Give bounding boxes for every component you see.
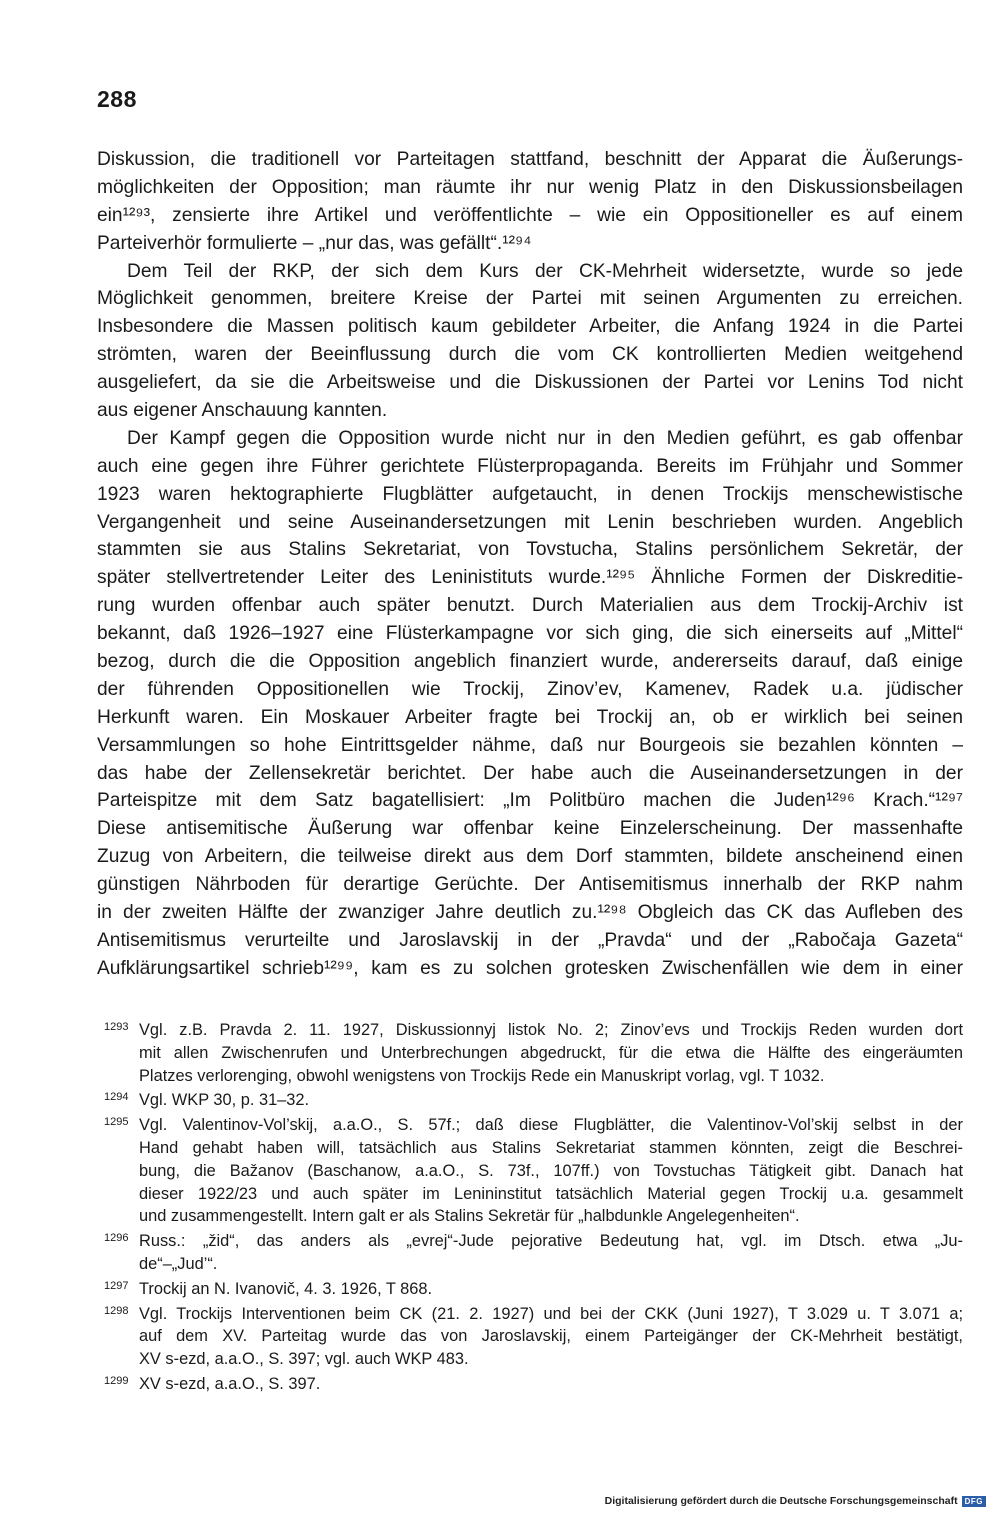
body-line: Antisemitismus verurteilte und Jaroslavskij in der „Pravda“ und der „Rabočaja Gazeta“ [97,929,963,951]
body-text [97,146,963,983]
body-line: Möglichkeit genommen, breitere Kreise der Partei mit seinen Argumenten zu erreichen. [97,288,963,310]
footnote-number: 1296 [104,1232,129,1245]
body-line: Insbesondere die Massen politisch kaum gebildeter Arbeiter, die Anfang 1924 in die Partei [97,316,963,338]
body-line: aus eigener Anschauung kannten. [97,400,388,422]
body-line: günstigen Nährboden für derartige Gerüchte. Der Antisemitismus innerhalb der RKP nahm [97,874,963,896]
body-line: Diskussion, die traditionell vor Parteitagen stattfand, beschnitt der Apparat die Äußerungs- [97,149,963,170]
footnote-line: Platzes verlorenging, obwohl wenigstens von Trockijs Rede ein Manuskript vorlag, vgl. T 1032. [139,1066,825,1085]
body-line: ausgeliefert, da sie die Arbeitsweise und die Diskussionen der Partei vor Lenins Tod nicht [97,372,963,394]
footnote [97,1019,963,1087]
footnote-number: 1294 [104,1091,129,1104]
body-line: ein¹²⁹³, zensierte ihre Artikel und veröffentlichte – wie ein Oppositioneller es auf einem [97,204,963,226]
body-line: Versammlungen so hohe Eintrittsgelder nähme, daß nur Bourgeois sie bezahlen könnten – [97,734,963,756]
footnote [97,1114,963,1228]
body-line: der führenden Oppositionellen wie Trockij, Zinov’ev, Kamenev, Radek u.a. jüdischer [97,678,963,700]
footnotes [97,1019,963,1398]
body-line: Dem Teil der RKP, der sich dem Kurs der CK-Mehrheit widersetzte, wurde so jede [127,260,963,282]
dfg-logo: DFG [962,1496,986,1507]
footnote-line: Vgl. z.B. Pravda 2. 11. 1927, Diskussionnyj listok No. 2; Zinov’evs und Trockijs Reden wurden dort [139,1021,963,1039]
body-line: Diese antisemitische Äußerung war offenbar keine Einzelerscheinung. Der massenhafte [97,818,963,840]
body-line: Vergangenheit und seine Auseinandersetzungen mit Lenin beschrieben wurden. Angeblich [97,511,963,533]
footnote-line: Vgl. Valentinov-Vol’skij, a.a.O., S. 57f.; daß diese Flugblätter, die Valentinov-Vol’skij selbst in der [139,1116,963,1135]
body-line: Aufklärungsartikel schrieb¹²⁹⁹, kam es zu solchen grotesken Zwischenfällen wie dem in einer [97,957,963,979]
body-line: Parteispitze mit dem Satz bagatellisiert: „Im Politbüro machen die Juden¹²⁹⁶ Krach.“¹²⁹⁷ [97,790,963,812]
body-line: bekannt, daß 1926–1927 eine Flüsterkampagne vor sich ging, die sich einerseits auf „Mittel“ [97,623,963,645]
footnote-line: de“–„Jud’“. [139,1254,218,1273]
footnote-line: und zusammengestellt. Intern galt er als Stalins Sekretär für „halbdunkle Angelegenheiten“. [139,1207,800,1226]
footnote-number: 1299 [104,1374,129,1387]
footnote-line: bung, die Bažanov (Baschanow, a.a.O., S. 73f., 107ff.) von Tovstuchas Tätigkeit gibt. Danach hat [139,1161,963,1180]
footnote-line: XV s-ezd, a.a.O., S. 397; vgl. auch WKP 483. [139,1350,469,1369]
footnote-line: Trockij an N. Ivanovič, 4. 3. 1926, T 868. [139,1279,433,1298]
body-line: Parteiverhör formulierte – „nur das, was gefällt“.¹²⁹⁴ [97,232,532,254]
footnote-line: Russ.: „žid“, das anders als „evrej“-Jude pejorative Bedeutung hat, vgl. im Dtsch. etwa „Ju- [139,1232,963,1251]
body-line: 1923 waren hektographierte Flugblätter aufgetaucht, in denen Trockijs menschewistische [97,483,963,505]
digitization-footer [605,1495,986,1507]
footnote-line: auf dem XV. Parteitag wurde das von Jaroslavskij, einem Parteigänger der CK-Mehrheit bestätigt, [139,1327,963,1346]
body-line: das habe der Zellensekretär berichtet. Der habe auch die Auseinandersetzungen in der [97,762,963,784]
body-line: rung wurden offenbar auch später benutzt. Durch Materialien aus dem Trockij-Archiv ist [97,595,963,617]
footnote [97,1230,963,1276]
footnote [97,1278,963,1301]
body-line: bezog, durch die die Opposition angeblich finanziert wurde, andererseits darauf, daß einige [97,651,963,673]
body-line: in der zweiten Hälfte der zwanziger Jahre deutlich zu.¹²⁹⁸ Obgleich das CK das Aufleben des [97,902,963,924]
footnote-line: mit allen Zwischenrufen und Unterbrechungen abgedruckt, für die etwa die Hälfte des eingeräumten [139,1043,963,1062]
footnote-number: 1293 [104,1021,129,1033]
page-number: 288 [97,86,137,112]
body-line: Herkunft waren. Ein Moskauer Arbeiter fragte bei Trockij an, ob er wirklich bei seinen [97,706,963,728]
footnote-number: 1298 [104,1304,129,1317]
body-line: auch eine gegen ihre Führer gerichtete Flüsterpropaganda. Bereits im Frühjahr und Sommer [97,455,963,477]
body-line: stammten sie aus Stalins Sekretariat, von Tovstucha, Stalins persönlichem Sekretär, der [97,539,963,561]
footnote [97,1303,963,1371]
footnote-line: Hand gehabt haben will, tatsächlich aus Stalins Sekretariat stammen könnten, zeigt die Beschrei- [139,1138,963,1157]
footnote-line: XV s-ezd, a.a.O., S. 397. [139,1374,321,1393]
footnote-number: 1295 [104,1116,129,1129]
footnote [97,1089,963,1112]
body-line: strömten, waren der Beeinflussung durch die vom CK kontrollierten Medien weitgehend [97,344,963,366]
footnote-number: 1297 [104,1279,129,1292]
footer-text: Digitalisierung gefördert durch die Deutsche Forschungsgemeinschaft [604,1495,958,1507]
body-line: später stellvertretender Leiter des Leninistituts wurde.¹²⁹⁵ Ähnliche Formen der Diskreditie- [97,567,963,589]
footnote-line: Vgl. WKP 30, p. 31–32. [139,1091,310,1110]
body-line: Der Kampf gegen die Opposition wurde nicht nur in den Medien geführt, es gab offenbar [127,427,963,449]
body-line: Zuzug von Arbeitern, die teilweise direkt aus dem Dorf stammten, bildete anscheinend einen [97,846,963,868]
footnote-line: dieser 1922/23 und auch später im Lenininstitut tatsächlich Material gegen Trockij u.a. gesammelt [139,1184,963,1203]
footnote [97,1373,963,1396]
body-line: möglichkeiten der Opposition; man räumte ihr nur wenig Platz in den Diskussionsbeilagen [97,176,963,198]
footnote-line: Vgl. Trockijs Interventionen beim CK (21. 2. 1927) und bei der CKK (Juni 1927), T 3.029 u. T 3.071 a; [139,1304,963,1323]
